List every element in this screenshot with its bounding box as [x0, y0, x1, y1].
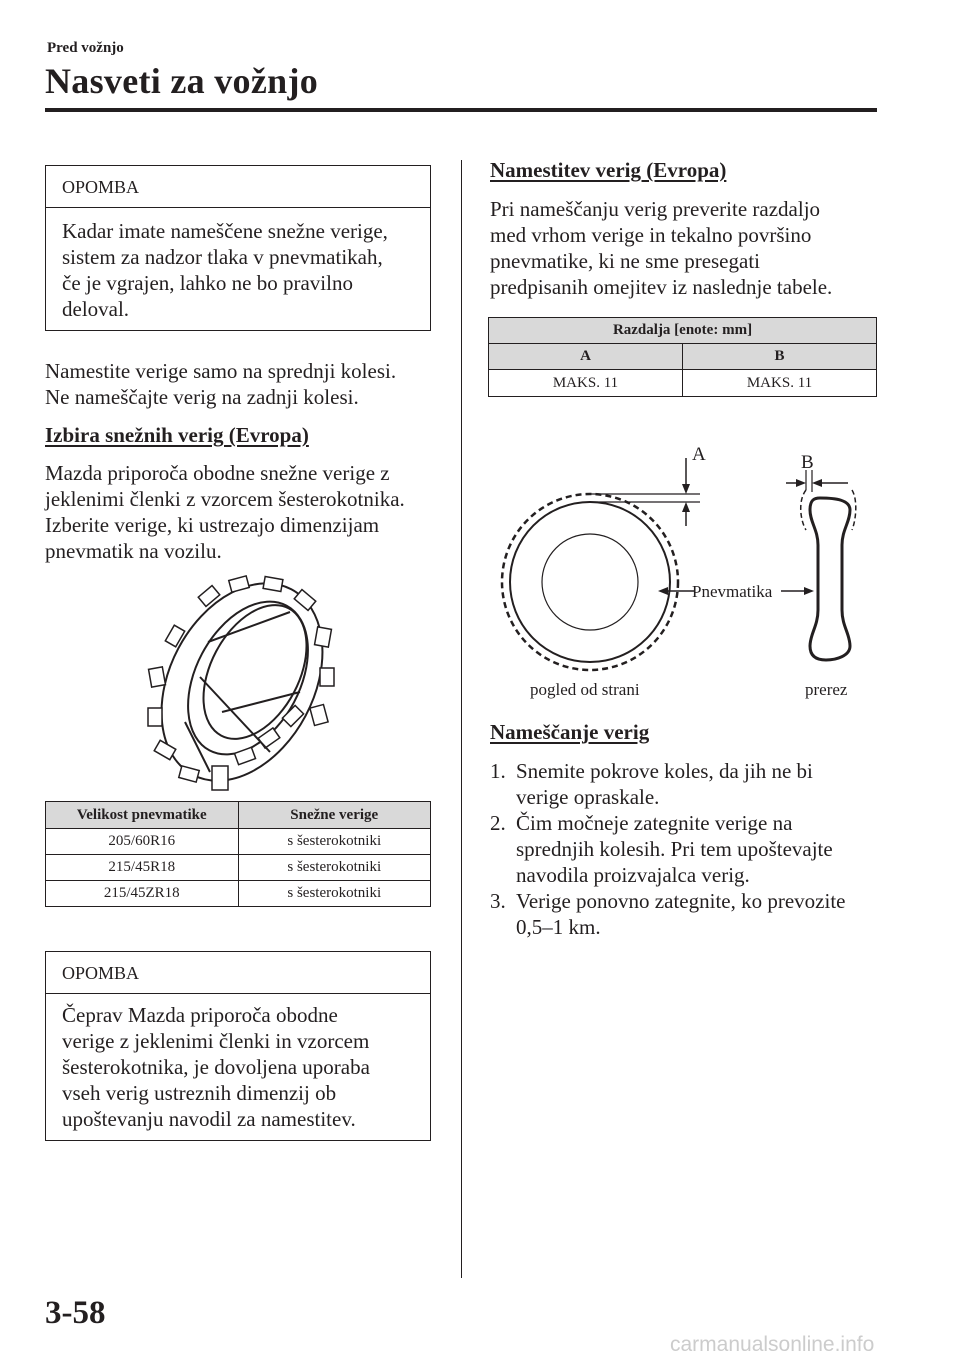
table-row: [46, 855, 431, 881]
note-line: upoštevanju navodil za namestitev.: [62, 1107, 356, 1131]
snow-chain-illustration: [140, 572, 340, 794]
text-line: Pri nameščanju verig preverite razdaljo: [490, 197, 821, 221]
table-cell: MAKS. 11: [489, 370, 683, 397]
text-line: Ne nameščajte verig na zadnji kolesi.: [45, 385, 359, 409]
installation-steps: [490, 758, 890, 940]
note-line: deloval.: [62, 297, 130, 321]
list-item: [490, 758, 890, 810]
heading-chain-installation-europe: Namestitev verig (Evropa): [490, 158, 727, 182]
label-b: B: [801, 452, 814, 473]
paragraph-distance-check: [490, 196, 890, 300]
text-line: 0,5–1 km.: [516, 915, 601, 939]
note-line: sistem za nadzor tlaka v pnevmatikah,: [62, 245, 383, 269]
table-cell: 215/45ZR18: [46, 881, 239, 907]
page-number: 3-58: [45, 1295, 106, 1331]
text-line: Izberite verige, ki ustrezajo dimenzijam: [45, 513, 380, 537]
text-line: Snemite pokrove koles, da jih ne bi: [516, 759, 813, 783]
table-header: Snežne verige: [238, 802, 431, 829]
step-number: 2.: [490, 811, 506, 835]
text-line: predpisanih omejitev iz naslednje tabele.: [490, 275, 833, 299]
table-cell: 205/60R16: [46, 829, 239, 855]
note-title: OPOMBA: [46, 166, 430, 208]
list-item: [490, 810, 890, 888]
step-number: 3.: [490, 889, 506, 913]
table-title: Razdalja [enote: mm]: [489, 318, 877, 344]
section-label: Pred vožnjo: [47, 40, 124, 56]
wheel-rim: [542, 534, 638, 630]
note-line: verige z jeklenimi členki in vzorcem: [62, 1029, 370, 1053]
tire-side-view-outline: [502, 494, 678, 670]
table-header: B: [683, 344, 877, 370]
list-item: [490, 888, 890, 940]
note-box-2: [45, 951, 431, 1141]
text-line: pnevmatik na vozilu.: [45, 539, 222, 563]
page-title: Nasveti za vožnjo: [45, 61, 319, 101]
label-side-view: pogled od strani: [530, 680, 640, 699]
table-row: [46, 881, 431, 907]
table-cell: s šesterokotniki: [238, 855, 431, 881]
label-a: A: [692, 444, 706, 465]
column-divider: [461, 160, 462, 1278]
note-line: vseh verig ustreznih dimenzij ob: [62, 1081, 337, 1105]
text-line: Mazda priporoča obodne snežne verige z: [45, 461, 390, 485]
text-line: Verige ponovno zategnite, ko prevozite: [516, 889, 846, 913]
label-cross-section: prerez: [805, 680, 848, 699]
table-header: Velikost pnevmatike: [46, 802, 239, 829]
note-line: če je vgrajen, lahko ne bo pravilno: [62, 271, 353, 295]
table-cell: 215/45R18: [46, 855, 239, 881]
note-text: [46, 208, 430, 322]
table-row: [46, 829, 431, 855]
paragraph-chain-selection: [45, 460, 445, 564]
note-title: OPOMBA: [46, 952, 430, 994]
text-line: verige opraskale.: [516, 785, 660, 809]
distance-table: [488, 317, 877, 397]
table-cell: s šesterokotniki: [238, 881, 431, 907]
table-row: [489, 370, 877, 397]
step-number: 1.: [490, 759, 506, 783]
note-line: Čeprav Mazda priporoča obodne: [62, 1003, 338, 1027]
heading-chain-mounting: Nameščanje verig: [490, 720, 650, 744]
text-line: navodila proizvajalca verig.: [516, 863, 750, 887]
text-line: Čim močneje zategnite verige na: [516, 811, 793, 835]
watermark: carmanualsonline.info: [670, 1333, 875, 1356]
table-cell: MAKS. 11: [683, 370, 877, 397]
label-tire: Pnevmatika: [692, 582, 773, 601]
tire-cross-section: [810, 498, 850, 660]
heading-chain-selection: Izbira snežnih verig (Evropa): [45, 423, 309, 447]
tire-side-view-tire: [510, 502, 670, 662]
note-line: Kadar imate nameščene snežne verige,: [62, 219, 388, 243]
note-text: [46, 994, 430, 1132]
title-rule: [45, 108, 877, 112]
text-line: med vrhom verige in tekalno površino: [490, 223, 812, 247]
paragraph-front-wheels: [45, 358, 445, 410]
tire-size-table: [45, 801, 431, 907]
table-header: A: [489, 344, 683, 370]
note-line: šesterokotnika, je dovoljena uporaba: [62, 1055, 370, 1079]
text-line: pnevmatike, ki ne sme presegati: [490, 249, 760, 273]
table-cell: s šesterokotniki: [238, 829, 431, 855]
tire-clearance-diagram: [488, 430, 878, 705]
text-line: sprednjih kolesih. Pri tem upoštevajte: [516, 837, 833, 861]
text-line: jeklenimi členki z vzorcem šesterokotnika.: [45, 487, 405, 511]
text-line: Namestite verige samo na sprednji kolesi.: [45, 359, 397, 383]
note-box-1: [45, 165, 431, 331]
